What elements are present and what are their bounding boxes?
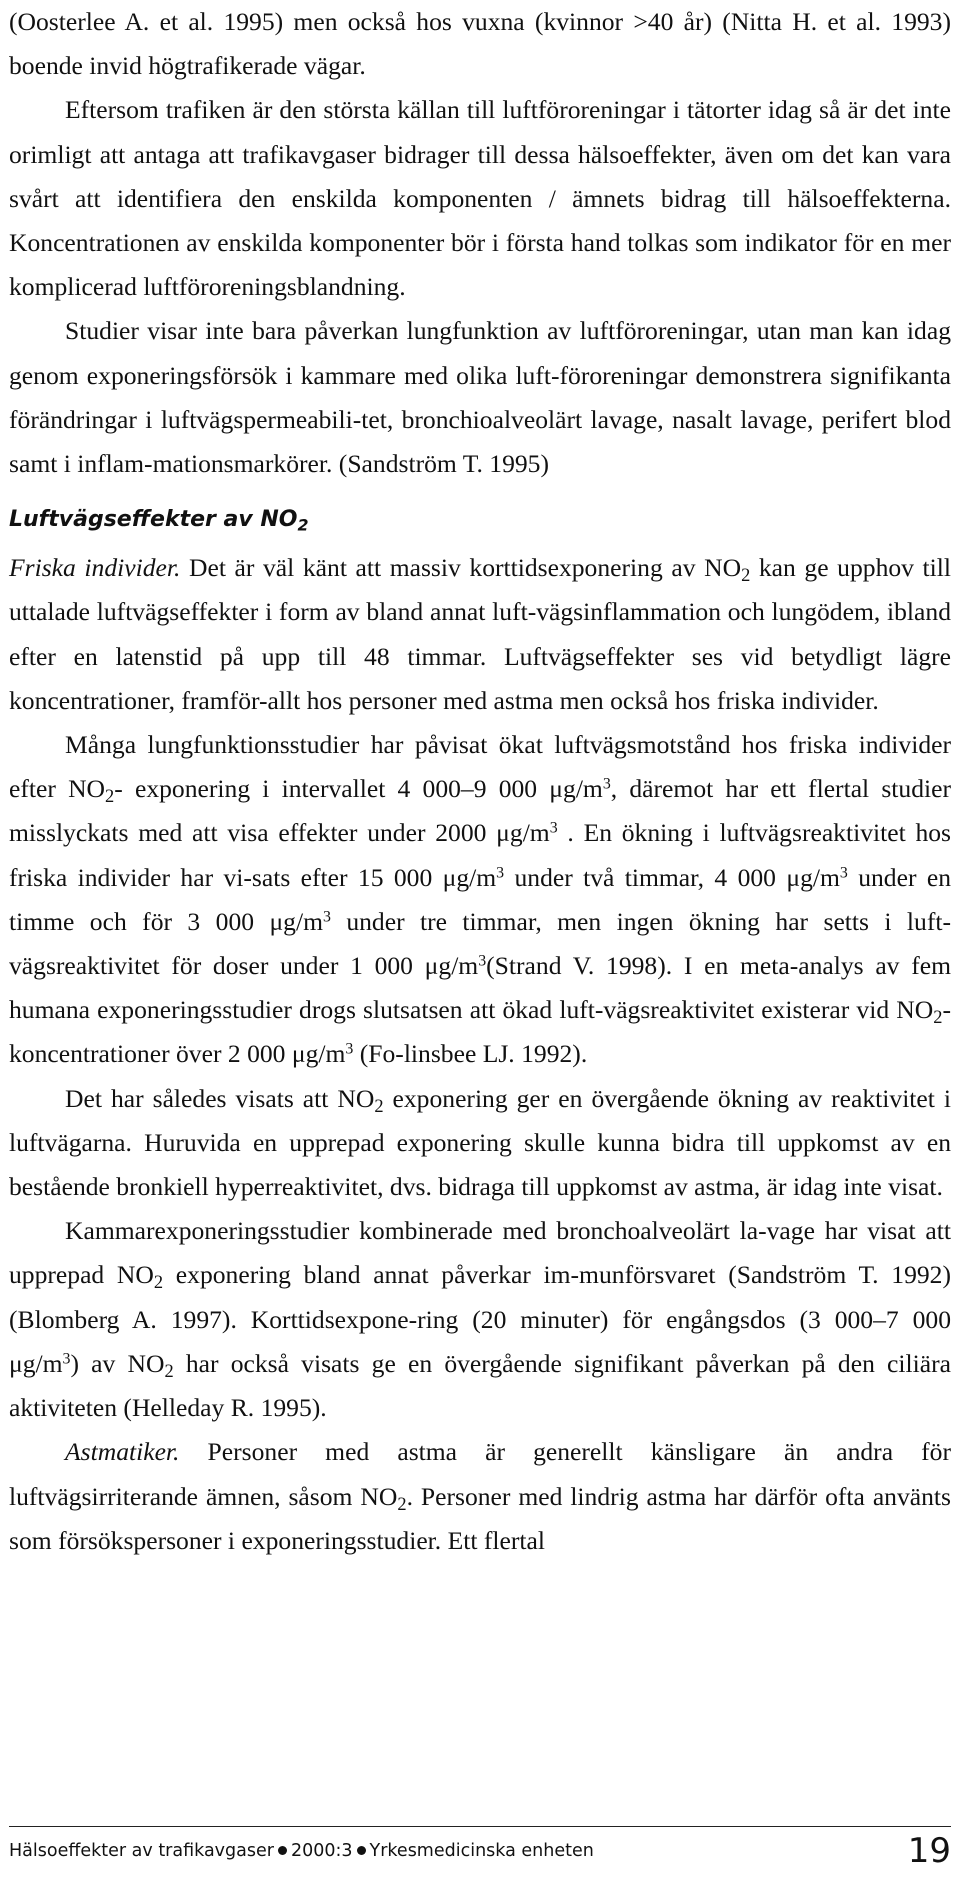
document-body — [9, 0, 951, 1563]
paragraph-lead: Astmatiker. — [65, 1437, 180, 1467]
paragraph-3: Studier visar inte bara påverkan lungfunktion av luftföroreningar, utan man kan idag genom exponeringsförsök i kammare med olika luft-föroreningar demonstrera signifikanta förändringar i luftvägspermeabili-tet, bronchioalveolärt lavage, nasalt lavage, perifert blod samt i inflam-mationsmarkörer. (Sandström T. 1995) — [9, 316, 951, 479]
paragraph-lungfunktion: Många lungfunktionsstudier har påvisat ökat luftvägsmotstånd hos friska individer efter $NO_2-$ exponering i intervallet 4 000–9 000 $\mu g/m^3$, däremot har ett flertal studier misslyckats med att visa effekter under 2000 $\mu g/m^3$ . En ökning i luftvägsreaktivitet hos friska individer har vi-sats efter 15 000 $\mu g/m^3$ under två timmar, 4 000 $\mu g/m^3$ under en timme och för 3 000 $\mu g/m^3$ under tre timmar, men ingen ökning har setts i luft-vägsreaktivitet för doser under 1 000 $\mu g/m^3(Strand$ V. 1998). I en meta-analys av fem humana exponeringsstudier drogs slutsatsen att ökad luft-vägsreaktivitet existerar vid $NO_2$-koncentrationer över 2 000 $\mu g/m^3$ (Fo-linsbee LJ. 1992). — [9, 730, 952, 1069]
paragraph-astmatiker: Astmatiker. Personer med astma är generellt känsligare än andra för luftvägsirriterande ämnen, såsom $NO_2$. Personer med lindrig astma har därför ofta använts som försökspersoner i exponeringsstudier. Ett flertal — [9, 1437, 951, 1555]
bullet-icon — [357, 1846, 366, 1855]
paragraph-lead: Friska individer. — [9, 553, 181, 583]
paragraph-friska-individer: Friska individer. Det är väl känt att massiv korttidsexponering av $NO_2$ kan ge upphov till uttalade luftvägseffekter i form av bland annat luft-vägsinflammation och lungödem, ibland efter en latenstid på upp till 48 timmar. Luftvägseffekter ses vid betydligt lägre koncentrationer, framför-allt hos personer med astma men också hos friska individer. — [9, 553, 951, 715]
paragraph-kammarexponering: Kammarexponeringsstudier kombinerade med bronchoalveolärt la-vage har visat att upprepad $NO_2$ exponering bland annat påverkar im-munförsvaret (Sandström T. 1992) (Blomberg A. 1997). Korttidsexpone-ring (20 minuter) för engångsdos (3 000–7 000 $\mu g/m^3$) av $NO_2$ har också visats ge en övergående signifikant påverkan på den ciliära aktiviteten (Helleday R. 1995). — [9, 1216, 951, 1423]
bullet-icon — [278, 1846, 287, 1855]
paragraph-1: (Oosterlee A. et al. 1995) men också hos vuxna (kvinnor >40 år) (Nitta H. et al. 1993) boende invid högtrafikerade vägar. — [9, 7, 951, 81]
footer-unit: Yrkesmedicinska enheten — [369, 1841, 594, 1861]
paragraph-reaktivitet: Det har således visats att $NO_2$ exponering ger en övergående ökning av reaktivitet i luftvägarna. Huruvida en upprepad exponering skulle kunna bidra till uppkomst av en bestående bronkiell hyperreaktivitet, dvs. bidraga till uppkomst av astma, är idag inte visat. — [9, 1083, 951, 1202]
footer-title: Hälsoeffekter av trafikavgaser — [9, 1841, 274, 1861]
section-heading: Luftvägseffekter av $NO_2$ — [9, 507, 309, 535]
page-footer — [9, 1826, 951, 1880]
paragraph-2: Eftersom trafiken är den största källan till luftföroreningar i tätorter idag så är det inte orimligt att antaga att trafikavgaser bidrager till dessa hälsoeffekter, även om det kan vara svårt att identifiera den enskilda komponenten / ämnets bidrag till hälsoeffekterna. Koncentrationen av enskilda komponenter bör i första hand tolkas som indikator för en mer komplicerad luftföroreningsblandning. — [9, 95, 951, 302]
page-number: 19 — [907, 1831, 951, 1871]
footer-issue: 2000:3 — [290, 1841, 353, 1861]
